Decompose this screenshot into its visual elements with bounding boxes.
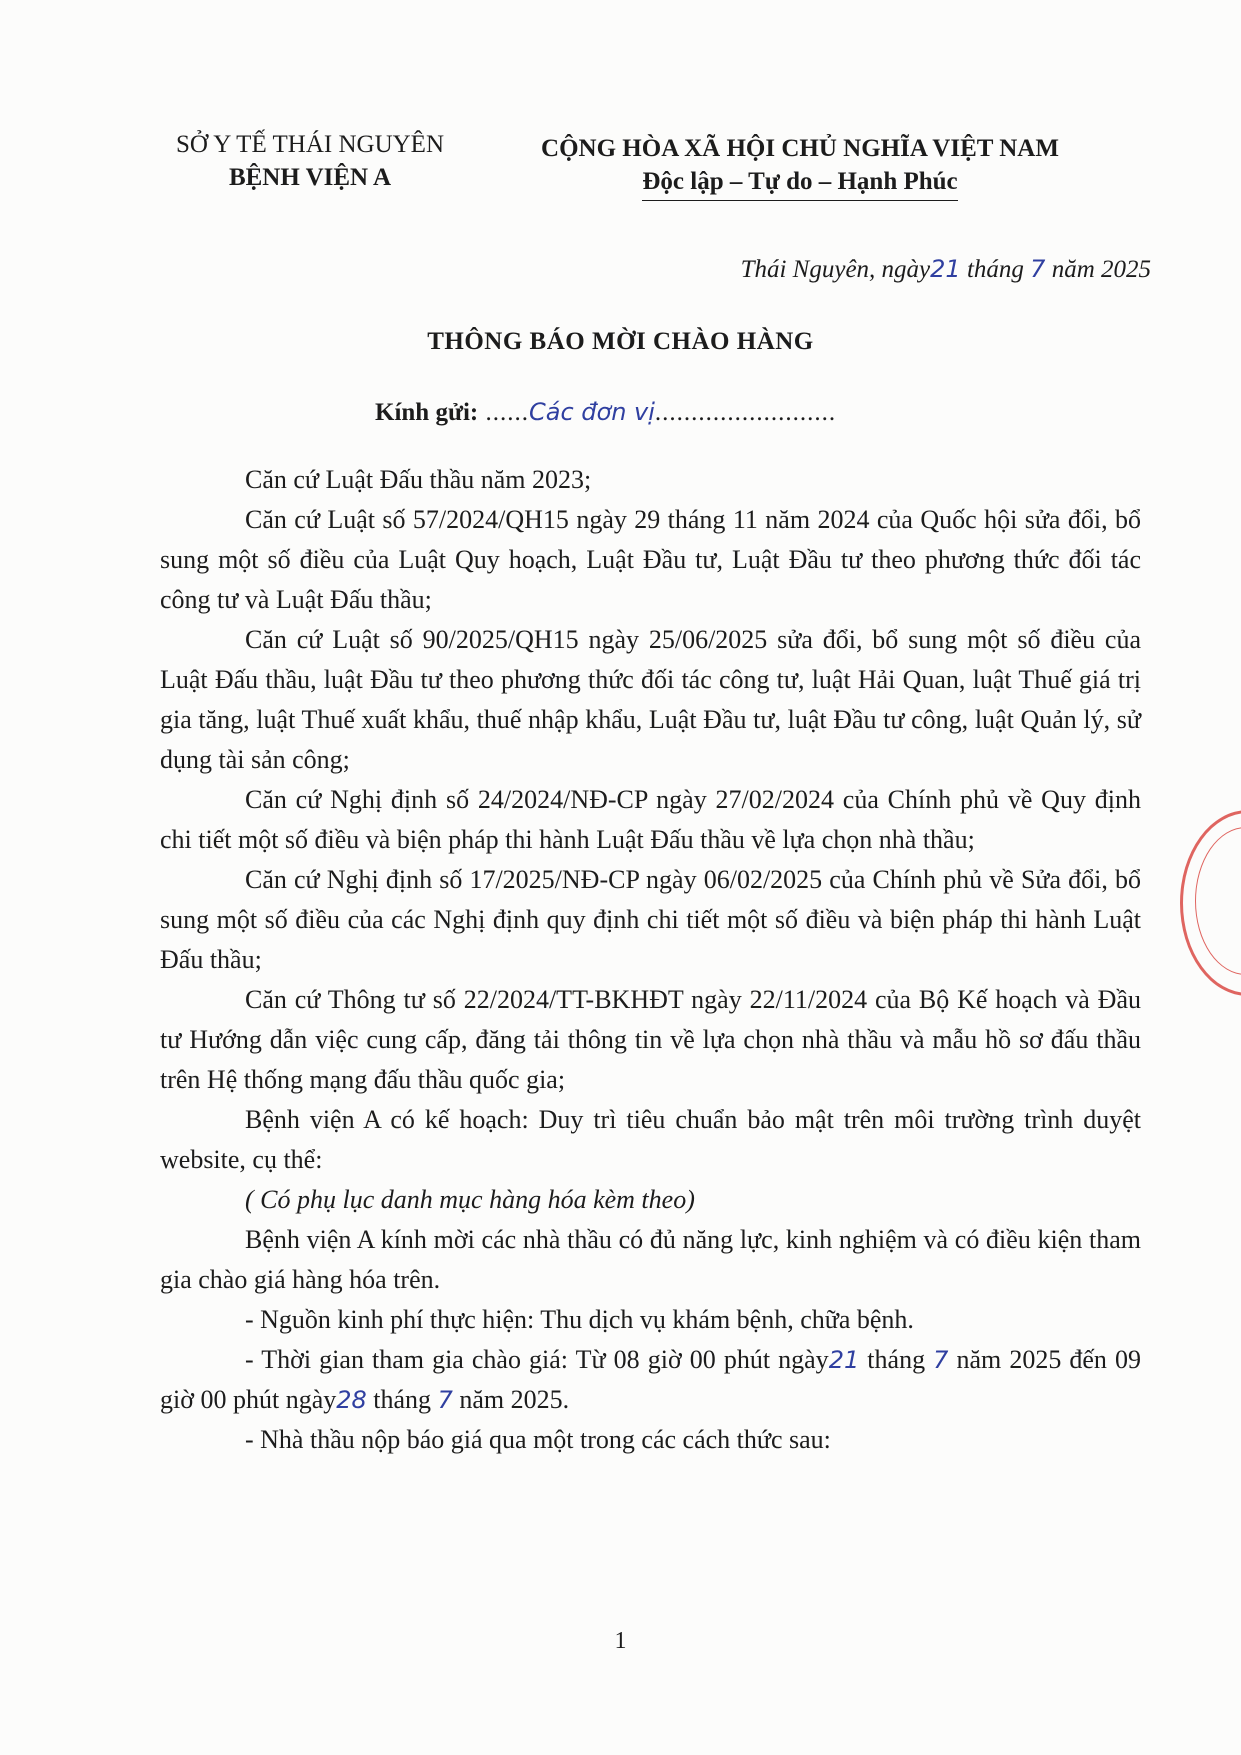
legal-basis-paragraph: Căn cứ Nghị định số 24/2024/NĐ-CP ngày 27/02/2024 của Chính phủ về Quy định chi tiết một số điều và biện pháp thi hành Luật Đấu thầu về lựa chọn nhà thầu; xyxy=(160,785,1141,854)
recipient-line xyxy=(375,398,836,427)
red-seal-stamp xyxy=(1180,810,1241,996)
start-month-handwritten: 7 xyxy=(933,1346,949,1374)
funding-line: - Nguồn kinh phí thực hiện: Thu dịch vụ khám bệnh, chữa bệnh. xyxy=(245,1305,914,1334)
legal-basis-paragraph: Căn cứ Luật số 90/2025/QH15 ngày 25/06/2025 sửa đổi, bổ sung một số điều của Luật Đấu thầu, luật Đầu tư theo phương thức đối tác công tư, luật Hải Quan, luật Thuế giá trị gia tăng, luật Thuế xuất khẩu, thuế nhập khẩu, Luật Đầu tư, luật Đầu tư công, luật Quản lý, sử dụng tài sản công; xyxy=(160,625,1141,774)
date-year: năm 2025 xyxy=(1045,256,1151,283)
issuer-unit: BỆNH VIỆN A xyxy=(228,164,392,191)
date-month-handwritten: 7 xyxy=(1030,255,1046,283)
national-heading xyxy=(520,132,1080,201)
date-month-word: tháng xyxy=(960,256,1031,283)
end-day-handwritten: 28 xyxy=(336,1386,367,1414)
document-title: THÔNG BÁO MỜI CHÀO HÀNG xyxy=(427,328,814,355)
nation-name: CỘNG HÒA XÃ HỘI CHỦ NGHĨA VIỆT NAM xyxy=(541,135,1059,162)
date-place: Thái Nguyên, ngày xyxy=(740,256,931,283)
invitation-paragraph: Bệnh viện A kính mời các nhà thầu có đủ năng lực, kinh nghiệm và có điều kiện tham gia chào giá hàng hóa trên. xyxy=(160,1225,1141,1294)
recipient-label: Kính gửi: xyxy=(375,399,479,426)
date-line xyxy=(741,255,1151,284)
time-text-5: năm 2025. xyxy=(452,1385,570,1414)
end-month-handwritten: 7 xyxy=(437,1386,453,1414)
time-text-4: tháng xyxy=(366,1385,438,1414)
submission-line: - Nhà thầu nộp báo giá qua một trong các cách thức sau: xyxy=(245,1425,831,1454)
time-text-3: năm 2025 đến 09 giờ 00 phút ngày xyxy=(160,1345,1141,1414)
appendix-note: ( Có phụ lục danh mục hàng hóa kèm theo) xyxy=(245,1185,695,1214)
time-text-2: tháng xyxy=(859,1345,934,1374)
legal-basis-paragraph: Căn cứ Thông tư số 22/2024/TT-BKHĐT ngày 22/11/2024 của Bộ Kế hoạch và Đầu tư Hướng dẫn việc cung cấp, đăng tải thông tin về lựa chọn nhà thầu và mẫu hồ sơ đấu thầu trên Hệ thống mạng đấu thầu quốc gia; xyxy=(160,985,1141,1094)
time-line xyxy=(160,1340,1141,1420)
issuer-org: SỞ Y TẾ THÁI NGUYÊN xyxy=(175,131,445,158)
legal-basis-paragraph: Căn cứ Luật số 57/2024/QH15 ngày 29 tháng 11 năm 2024 của Quốc hội sửa đổi, bổ sung một số điều của Luật Quy hoạch, Luật Đầu tư, Luật Đầu tư theo phương thức đối tác công tư và Luật Đấu thầu; xyxy=(160,505,1141,614)
plan-paragraph: Bệnh viện A có kế hoạch: Duy trì tiêu chuẩn bảo mật trên môi trường trình duyệt website, cụ thể: xyxy=(160,1105,1141,1174)
legal-basis-paragraph: Căn cứ Nghị định số 17/2025/NĐ-CP ngày 06/02/2025 của Chính phủ về Sửa đổi, bổ sung một số điều của các Nghị định quy định chi tiết một số điều và biện pháp thi hành Luật Đấu thầu; xyxy=(160,865,1141,974)
document-body xyxy=(160,460,1141,1460)
start-day-handwritten: 21 xyxy=(828,1346,860,1374)
recipient-dots-after: ......................... xyxy=(654,399,837,426)
legal-basis-paragraph: Căn cứ Luật Đấu thầu năm 2023; xyxy=(245,465,592,494)
time-text-1: - Thời gian tham gia chào giá: Từ 08 giờ 00 phút ngày xyxy=(245,1345,829,1374)
recipient-dots-before: ...... xyxy=(478,399,529,426)
national-motto: Độc lập – Tự do – Hạnh Phúc xyxy=(642,165,957,201)
date-day-handwritten: 21 xyxy=(930,255,961,283)
recipient-handwritten: Các đơn vị xyxy=(528,398,655,426)
page-number: 1 xyxy=(614,1628,627,1654)
red-seal-inner-ring xyxy=(1195,827,1241,975)
issuer-block xyxy=(160,128,460,194)
